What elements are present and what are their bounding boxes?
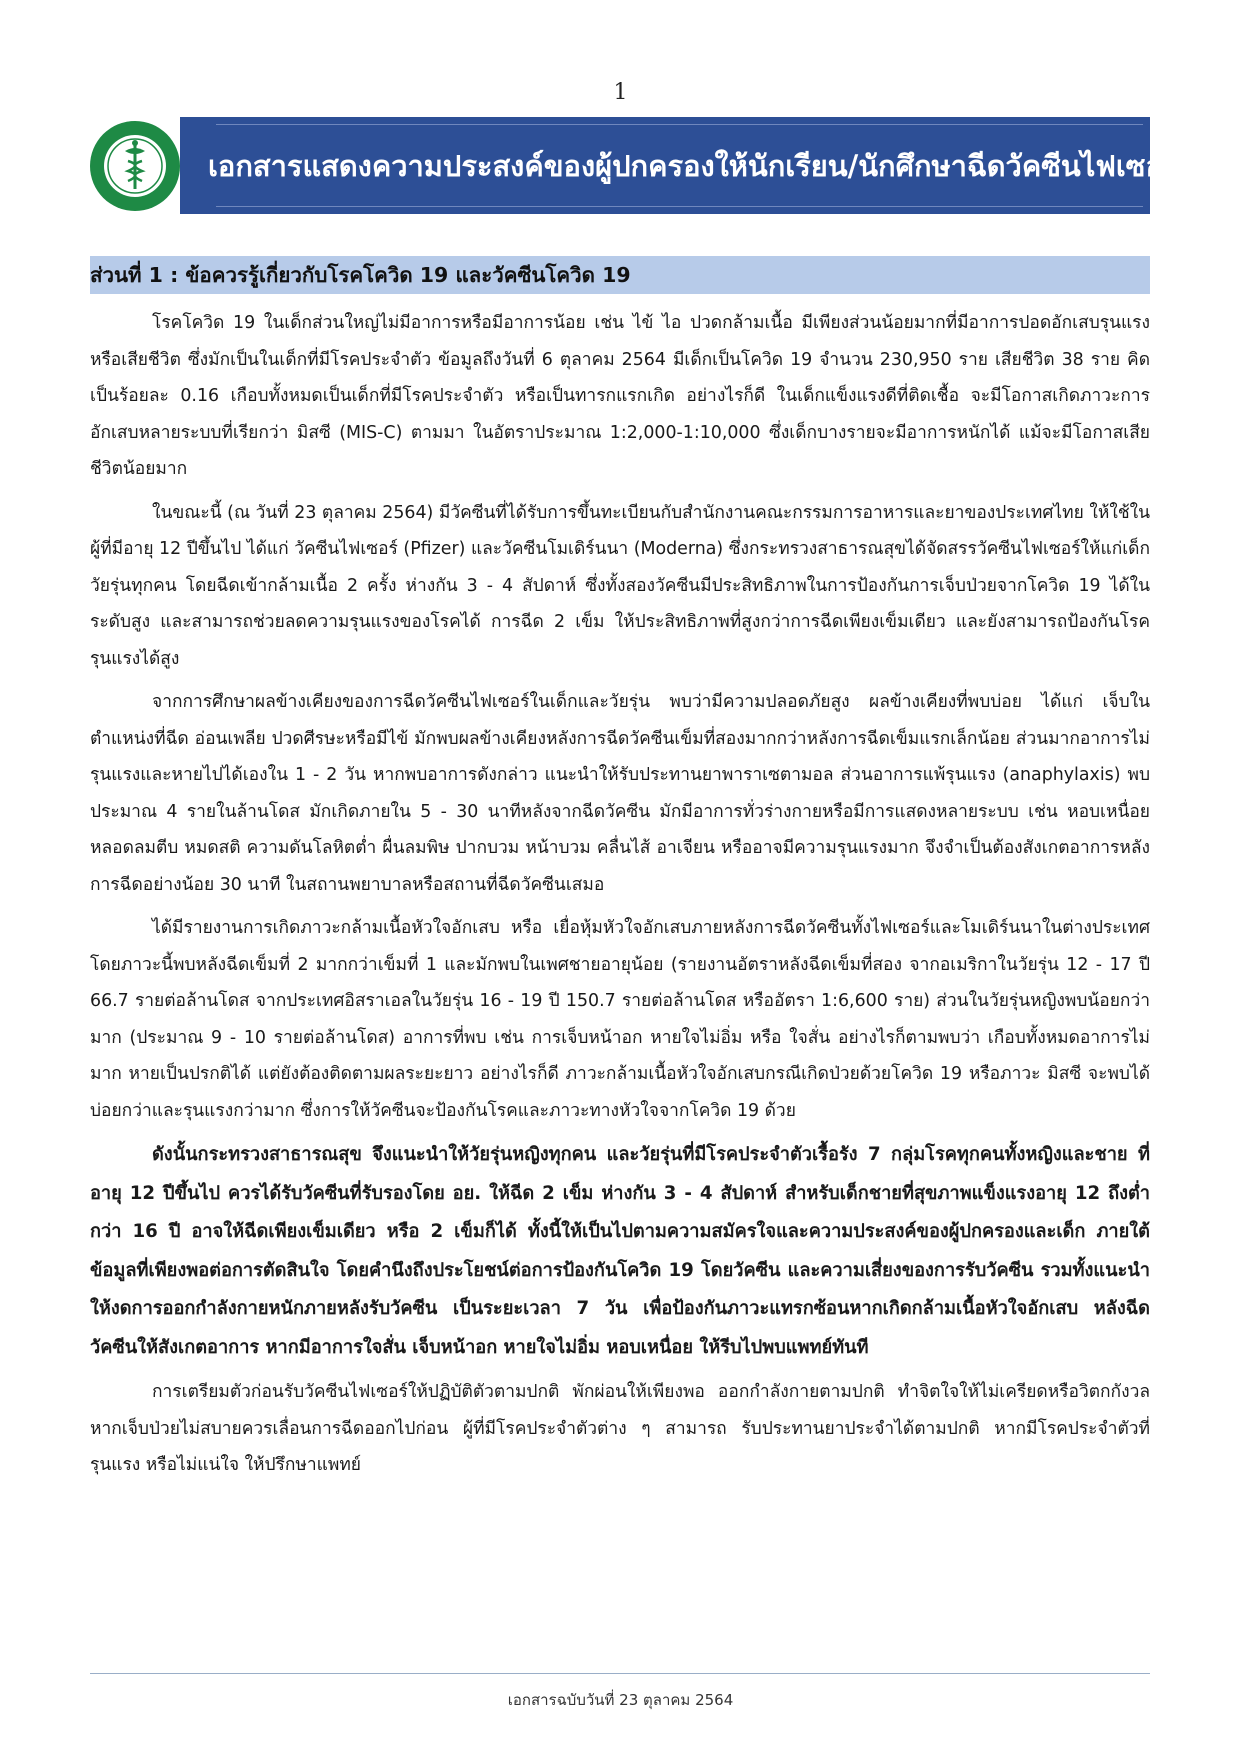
section-title: ส่วนที่ 1 : ข้อควรรู้เกี่ยวกับโรคโควิด 19 และวัคซีนโควิด 19 — [90, 262, 631, 287]
seal-graphic — [90, 121, 180, 211]
ministry-of-public-health-seal-icon — [90, 121, 180, 211]
paragraph-vaccine-approval: ในขณะนี้ (ณ วันที่ 23 ตุลาคม 2564) มีวัคซีนที่ได้รับการขึ้นทะเบียนกับสำนักงานคณะกรรมการอาหารและยาของประเทศไทย ให้ใช้ในผู้ที่มีอายุ 12 ปีขึ้นไป ได้แก่ วัคซีนไฟเซอร์ (Pfizer) และวัคซีนโมเดิร์นนา (Moderna) ซึ่งกระทรวงสาธารณสุขได้จัดสรรวัคซีนไฟเซอร์ให้แก่เด็กวัยรุ่นทุกคน โดยฉีดเข้ากล้ามเนื้อ 2 ครั้ง ห่างกัน 3 - 4 สัปดาห์ ซึ่งทั้งสองวัคซีนมีประสิทธิภาพในการป้องกันการเจ็บป่วยจากโควิด 19 ได้ในระดับสูง และสามารถช่วยลดความรุนแรงของโรคได้ การฉีด 2 เข็ม ให้ประสิทธิภาพที่สูงกว่าการฉีดเพียงเข็มเดียว และยังสามารถป้องกันโรครุนแรงได้สูง — [90, 502, 1150, 669]
paragraph-recommendation: ดังนั้นกระทรวงสาธารณสุข จึงแนะนำให้วัยรุ่นหญิงทุกคน และวัยรุ่นที่มีโรคประจำตัวเรื้อรัง 7 กลุ่มโรคทุกคนทั้งหญิงและชาย ที่อายุ 12 ปีขึ้นไป ควรได้รับวัคซีนที่รับรองโดย อย. ให้ฉีด 2 เข็ม ห่างกัน 3 - 4 สัปดาห์ สำหรับเด็กชายที่สุขภาพแข็งแรงอายุ 12 ถึงต่ำกว่า 16 ปี อาจให้ฉีดเพียงเข็มเดียว หรือ 2 เข็มก็ได้ ทั้งนี้ให้เป็นไปตามความสมัครใจและความประสงค์ของผู้ปกครองและเด็ก ภายใต้ข้อมูลที่เพียงพอต่อการตัดสินใจ โดยคำนึงถึงประโยชน์ต่อการป้องกันโควิด 19 โดยวัคซีน และความเสี่ยงของการรับวัคซีน รวมทั้งแนะนำให้งดการออกกำลังกายหนักภายหลังรับวัคซีน เป็นระยะเวลา 7 วัน เพื่อป้องกันภาวะแทรกซ้อนหากเกิดกล้ามเนื้อหัวใจอักเสบ หลังฉีดวัคซีนให้สังเกตอาการ หากมีอาการใจสั่น เจ็บหน้าอก หายใจไม่อิ่ม หอบเหนื่อย ให้รีบไปพบแพทย์ทันที — [90, 1144, 1150, 1358]
section-header — [90, 256, 1150, 294]
footer-divider — [90, 1673, 1150, 1674]
document-body — [90, 305, 1150, 1491]
document-banner — [90, 117, 1179, 214]
paragraph-side-effects: จากการศึกษาผลข้างเคียงของการฉีดวัคซีนไฟเซอร์ในเด็กและวัยรุ่น พบว่ามีความปลอดภัยสูง ผลข้างเคียงที่พบบ่อย ได้แก่ เจ็บในตำแหน่งที่ฉีด อ่อนเพลีย ปวดศีรษะหรือมีไข้ มักพบผลข้างเคียงหลังการฉีดวัคซีนเข็มที่สองมากกว่าหลังการฉีดเข็มแรกเล็กน้อย ส่วนมากอาการไม่รุนแรงและหายไปได้เองใน 1 - 2 วัน หากพบอาการดังกล่าว แนะนำให้รับประทานยาพาราเซตามอล ส่วนอาการแพ้รุนแรง (anaphylaxis) พบประมาณ 4 รายในล้านโดส มักเกิดภายใน 5 - 30 นาทีหลังจากฉีดวัคซีน มักมีอาการทั่วร่างกายหรือมีการแสดงหลายระบบ เช่น หอบเหนื่อย หลอดลมตีบ หมดสติ ความดันโลหิตต่ำ ผื่นลมพิษ ปากบวม หน้าบวม คลื่นไส้ อาเจียน หรืออาจมีความรุนแรงมาก จึงจำเป็นต้องสังเกตอาการหลังการฉีดอย่างน้อย 30 นาที ในสถานพยาบาลหรือสถานที่ฉีดวัคซีนเสมอ — [90, 692, 1150, 895]
document-title: เอกสารแสดงความประสงค์ของผู้ปกครองให้นักเรียน/นักศึกษาฉีดวัคซีนไฟเซอร์ — [208, 148, 1179, 183]
page-number: 1 — [613, 80, 628, 105]
footer-document-date: เอกสารฉบับวันที่ 23 ตุลาคม 2564 — [507, 1691, 734, 1709]
logo-container — [90, 117, 180, 214]
paragraph-myocarditis: ได้มีรายงานการเกิดภาวะกล้ามเนื้อหัวใจอักเสบ หรือ เยื่อหุ้มหัวใจอักเสบภายหลังการฉีดวัคซีนทั้งไฟเซอร์และโมเดิร์นนาในต่างประเทศ โดยภาวะนี้พบหลังฉีดเข็มที่ 2 มากกว่าเข็มที่ 1 และมักพบในเพศชายอายุน้อย (รายงานอัตราหลังฉีดเข็มที่สอง จากอเมริกาในวัยรุ่น 12 - 17 ปี 66.7 รายต่อล้านโดส จากประเทศอิสราเอลในวัยรุ่น 16 - 19 ปี 150.7 รายต่อล้านโดส หรืออัตรา 1:6,600 ราย) ส่วนในวัยรุ่นหญิงพบน้อยกว่ามาก (ประมาณ 9 - 10 รายต่อล้านโดส) อาการที่พบ เช่น การเจ็บหน้าอก หายใจไม่อิ่ม หรือ ใจสั่น อย่างไรก็ตามพบว่า เกือบทั้งหมดอาการไม่มาก หายเป็นปรกติได้ แต่ยังต้องติดตามผลระยะยาว อย่างไรก็ดี ภาวะกล้ามเนื้อหัวใจอักเสบกรณีเกิดป่วยด้วยโควิด 19 หรือภาวะ มิสซี จะพบได้บ่อยกว่าและรุนแรงกว่ามาก ซึ่งการให้วัคซีนจะป้องกันโรคและภาวะทางหัวใจจากโควิด 19 ด้วย — [90, 918, 1150, 1121]
paragraph-covid-in-children: โรคโควิด 19 ในเด็กส่วนใหญ่ไม่มีอาการหรือมีอาการน้อย เช่น ไข้ ไอ ปวดกล้ามเนื้อ มีเพียงส่วนน้อยมากที่มีอาการปอดอักเสบรุนแรงหรือเสียชีวิต ซึ่งมักเป็นในเด็กที่มีโรคประจำตัว ข้อมูลถึงวันที่ 6 ตุลาคม 2564 มีเด็กเป็นโควิด 19 จำนวน 230,950 ราย เสียชีวิต 38 ราย คิดเป็นร้อยละ 0.16 เกือบทั้งหมดเป็นเด็กที่มีโรคประจำตัว หรือเป็นทารกแรกเกิด อย่างไรก็ดี ในเด็กแข็งแรงดีที่ติดเชื้อ จะมีโอกาสเกิดภาวะการอักเสบหลายระบบที่เรียกว่า มิสซี (MIS-C) ตามมา ในอัตราประมาณ 1:2,000-1:10,000 ซึ่งเด็กบางรายจะมีอาการหนักได้ แม้จะมีโอกาสเสียชีวิตน้อยมาก — [90, 313, 1150, 479]
paragraph-preparation: การเตรียมตัวก่อนรับวัคซีนไฟเซอร์ให้ปฏิบัติตัวตามปกติ พักผ่อนให้เพียงพอ ออกกำลังกายตามปกติ ทำจิตใจให้ไม่เครียดหรือวิตกกังวล หากเจ็บป่วยไม่สบายควรเลื่อนการฉีดออกไปก่อน ผู้ที่มีโรคประจำตัวต่าง ๆ สามารถ รับประทานยาประจำได้ตามปกติ หากมีโรคประจำตัวที่รุนแรง หรือไม่แน่ใจ ให้ปรึกษาแพทย์ — [90, 1382, 1150, 1475]
